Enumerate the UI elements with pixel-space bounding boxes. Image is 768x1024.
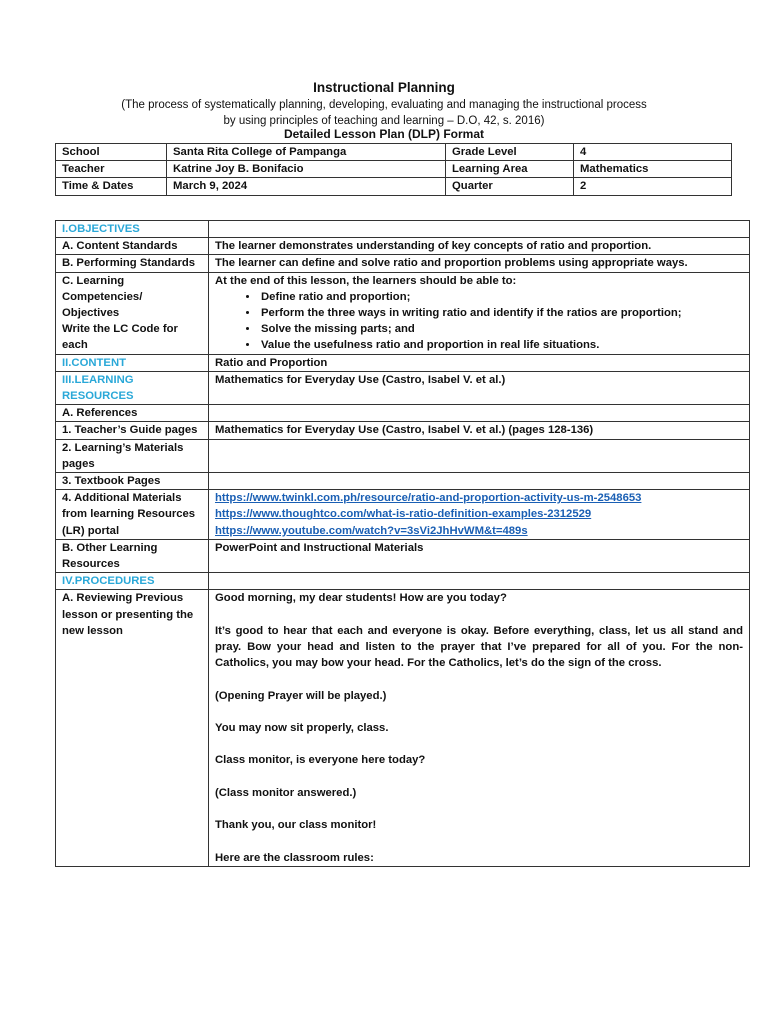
label: School [56, 144, 167, 161]
section-heading: I.OBJECTIVES [56, 221, 209, 238]
table-row [56, 490, 750, 540]
empty-cell [209, 573, 750, 590]
lesson-plan-table [55, 220, 750, 867]
label: 2. Learning’s Materials pages [56, 439, 209, 472]
label [56, 272, 209, 354]
table-row [56, 439, 750, 472]
label: Grade Level [446, 144, 574, 161]
paragraph: Thank you, our class monitor! [215, 819, 377, 832]
lc-code-note: Write the LC Code for each [62, 323, 178, 352]
value: PowerPoint and Instructional Materials [209, 539, 750, 572]
label: B. Other Learning Resources [56, 539, 209, 572]
table-row [56, 473, 750, 490]
list-item: • Solve the missing parts; and [259, 321, 743, 337]
info-table [55, 143, 732, 196]
value: March 9, 2024 [167, 178, 446, 195]
resource-link[interactable]: https://www.youtube.com/watch?v=3sVi2JhHvWM&t=489s [215, 524, 528, 537]
label: 3. Textbook Pages [56, 473, 209, 490]
section-heading: II.CONTENT [56, 354, 209, 371]
label: Teacher [56, 161, 167, 178]
list-item: • Perform the three ways in writing ratio and identify if the ratios are proportion; [259, 305, 743, 321]
empty-cell [209, 405, 750, 422]
table-row [56, 144, 732, 161]
table-row [56, 221, 750, 238]
paragraph: (Opening Prayer will be played.) [215, 689, 387, 702]
paragraph: It’s good to hear that each and everyone is okay. Before everything, class, let us all stand and pray. Bow your head and listen to the prayer that I’ve prepared for all of you. For the non-Catholics, you may bow your head. For the Catholics, let’s do the sign of the cross. [215, 624, 743, 670]
value: 2 [574, 178, 732, 195]
value: Santa Rita College of Pampanga [167, 144, 446, 161]
paragraph: Class monitor, is everyone here today? [215, 754, 426, 767]
table-row [56, 161, 732, 178]
value: Katrine Joy B. Bonifacio [167, 161, 446, 178]
label: B. Performing Standards [56, 255, 209, 272]
value: Mathematics for Everyday Use (Castro, Isabel V. et al.) [209, 371, 750, 404]
label: A. Reviewing Previous lesson or presenting the new lesson [56, 590, 209, 866]
competencies-label: C. Learning Competencies/ Objectives [62, 274, 143, 320]
resource-link[interactable]: https://www.twinkl.com.ph/resource/ratio-and-proportion-activity-us-m-2548653 [215, 492, 642, 505]
table-row [56, 422, 750, 439]
label: Learning Area [446, 161, 574, 178]
value [209, 490, 750, 540]
resource-link[interactable]: https://www.thoughtco.com/what-is-ratio-definition-examples-2312529 [215, 508, 592, 521]
doc-subtitle-1: (The process of systematically planning, developing, evaluating and managing the instructional process [121, 99, 647, 111]
value: Mathematics for Everyday Use (Castro, Isabel V. et al.) (pages 128-136) [209, 422, 750, 439]
paragraph: Here are the classroom rules: [215, 851, 374, 864]
value: The learner can define and solve ratio and proportion problems using appropriate ways. [209, 255, 750, 272]
label: 4. Additional Materials from learning Resources (LR) portal [56, 490, 209, 540]
competencies-intro: At the end of this lesson, the learners should be able to: [215, 274, 517, 287]
value: Ratio and Proportion [209, 354, 750, 371]
table-row [56, 238, 750, 255]
value: 4 [574, 144, 732, 161]
label: 1. Teacher’s Guide pages [56, 422, 209, 439]
table-row [56, 371, 750, 404]
value [209, 272, 750, 354]
table-row [56, 405, 750, 422]
table-row [56, 590, 750, 866]
paragraph: You may now sit properly, class. [215, 722, 389, 735]
empty-cell [209, 439, 750, 472]
label: A. References [56, 405, 209, 422]
label: Time & Dates [56, 178, 167, 195]
empty-cell [209, 473, 750, 490]
competencies-list [215, 289, 743, 354]
paragraph: Good morning, my dear students! How are you today? [215, 592, 507, 605]
value: The learner demonstrates understanding of key concepts of ratio and proportion. [209, 238, 750, 255]
section-heading: IV.PROCEDURES [56, 573, 209, 590]
table-row [56, 539, 750, 572]
paragraph: (Class monitor answered.) [215, 786, 357, 799]
format-title: Detailed Lesson Plan (DLP) Format [283, 127, 485, 141]
label: Quarter [446, 178, 574, 195]
empty-cell [209, 221, 750, 238]
section-heading: III.LEARNING RESOURCES [56, 371, 209, 404]
list-item: • Define ratio and proportion; [259, 289, 743, 305]
doc-title: Instructional Planning [313, 80, 455, 95]
doc-subtitle-2: by using principles of teaching and learning – D.O, 42, s. 2016) [223, 115, 545, 127]
table-row [56, 354, 750, 371]
value: Mathematics [574, 161, 732, 178]
list-item: • Value the usefulness ratio and proportion in real life situations. [259, 337, 743, 353]
table-row [56, 573, 750, 590]
table-row [56, 255, 750, 272]
table-row [56, 272, 750, 354]
value [209, 590, 750, 866]
table-row [56, 178, 732, 195]
label: A. Content Standards [56, 238, 209, 255]
